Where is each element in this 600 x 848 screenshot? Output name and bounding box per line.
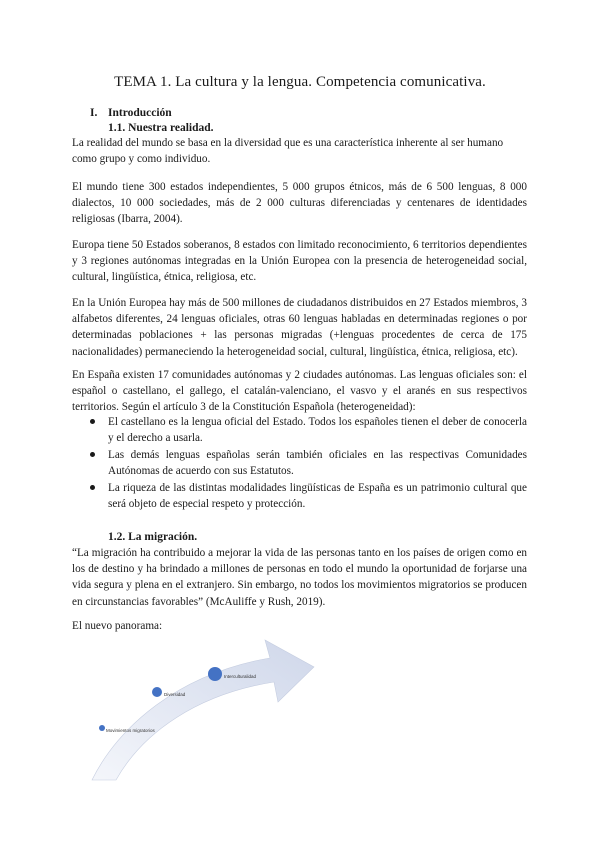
diagram-label: Diversidad xyxy=(164,692,186,697)
bullet-icon xyxy=(90,419,95,424)
panorama-label: El nuevo panorama: xyxy=(72,620,163,632)
bullet-text: El castellano es la lengua oficial del Estado. Todos los españoles tienen el deber de conocerla y el derecho a usarla. xyxy=(108,416,527,445)
section-heading-introduccion xyxy=(90,107,172,119)
constitution-bullet-list xyxy=(90,414,527,513)
paragraph-europa: Europa tiene 50 Estados soberanos, 8 estados con limitado reconocimiento, 6 territorios dependientes y 3 regiones autónomas integradas en la Unión Europea con la presencia de heterogeneidad social, cultural, lingüística, étnica, religiosa, etc. xyxy=(72,239,527,284)
migration-arrow-diagram xyxy=(88,632,318,782)
paragraph-diversidad: La realidad del mundo se basa en la diversidad que es una característica inherente al ser humano como grupo y como individuo. xyxy=(72,137,504,166)
bullet-icon xyxy=(90,452,95,457)
page-title: TEMA 1. La cultura y la lengua. Competencia comunicativa. xyxy=(114,74,486,90)
timeline-dot-icon xyxy=(152,687,162,697)
timeline-dot-icon xyxy=(208,667,222,681)
timeline-dot-icon xyxy=(99,725,105,731)
paragraph-mundo: El mundo tiene 300 estados independientes, 5 000 grupos étnicos, más de 6 500 lenguas, 8 000 dialectos, 10 000 sociedades, más de 2 000 culturas diferenciadas y centenares de identidades religiosas (Ibarra, 2004). xyxy=(72,181,527,226)
paragraph-espana: En España existen 17 comunidades autónomas y 2 ciudades autónomas. Las lenguas oficiales son: el español o castellano, el gallego, el catalán-valenciano, el vasvo y el aranés en sus respectivos territorios. Según el artículo 3 de la Constitución Española (heterogeneidad): xyxy=(72,369,527,414)
bullet-text: Las demás lenguas españolas serán también oficiales en las respectivas Comunidades Autónomas de acuerdo con sus Estatutos. xyxy=(108,448,527,478)
subsection-heading-migracion: 1.2. La migración. xyxy=(108,531,198,543)
list-item xyxy=(90,447,527,479)
curved-arrow-icon xyxy=(92,640,314,780)
section-title: Introducción xyxy=(108,107,172,119)
migration-quote: “La migración ha contribuido a mejorar la vida de las personas tanto en los países de origen como en los de destino y ha brindado a millones de personas en todo el mundo la oportunidad de forjarse una vida segura y plena en el extranjero. Sin embargo, no todos los movimientos migratorios se producen en circunstancias favorables” (McAuliffe y Rush, 2019). xyxy=(72,547,527,608)
list-item xyxy=(90,414,527,446)
section-number: I. xyxy=(90,107,98,119)
subsection-heading-realidad: 1.1. Nuestra realidad. xyxy=(108,122,214,134)
paragraph-union-europea: En la Unión Europea hay más de 500 millones de ciudadanos distribuidos en 27 Estados miembros, 3 alfabetos diferentes, 24 lenguas oficiales, otras 60 lenguas habladas en determinadas regiones o por determinadas poblaciones + las personas migradas (+lenguas procedentes de cerca de 175 nacionalidades) permaneciendo la heterogeneidad social, cultural, lingüística, étnica, religiosa, etc). xyxy=(72,297,527,358)
diagram-label: Interculturalidad xyxy=(224,674,257,679)
list-item xyxy=(90,480,527,512)
bullet-text: La riqueza de las distintas modalidades lingüísticas de España es un patrimonio cultural que será objeto de especial respeto y protección. xyxy=(108,481,527,511)
diagram-label: Movimientos migratorios xyxy=(106,728,155,733)
bullet-icon xyxy=(90,485,95,490)
